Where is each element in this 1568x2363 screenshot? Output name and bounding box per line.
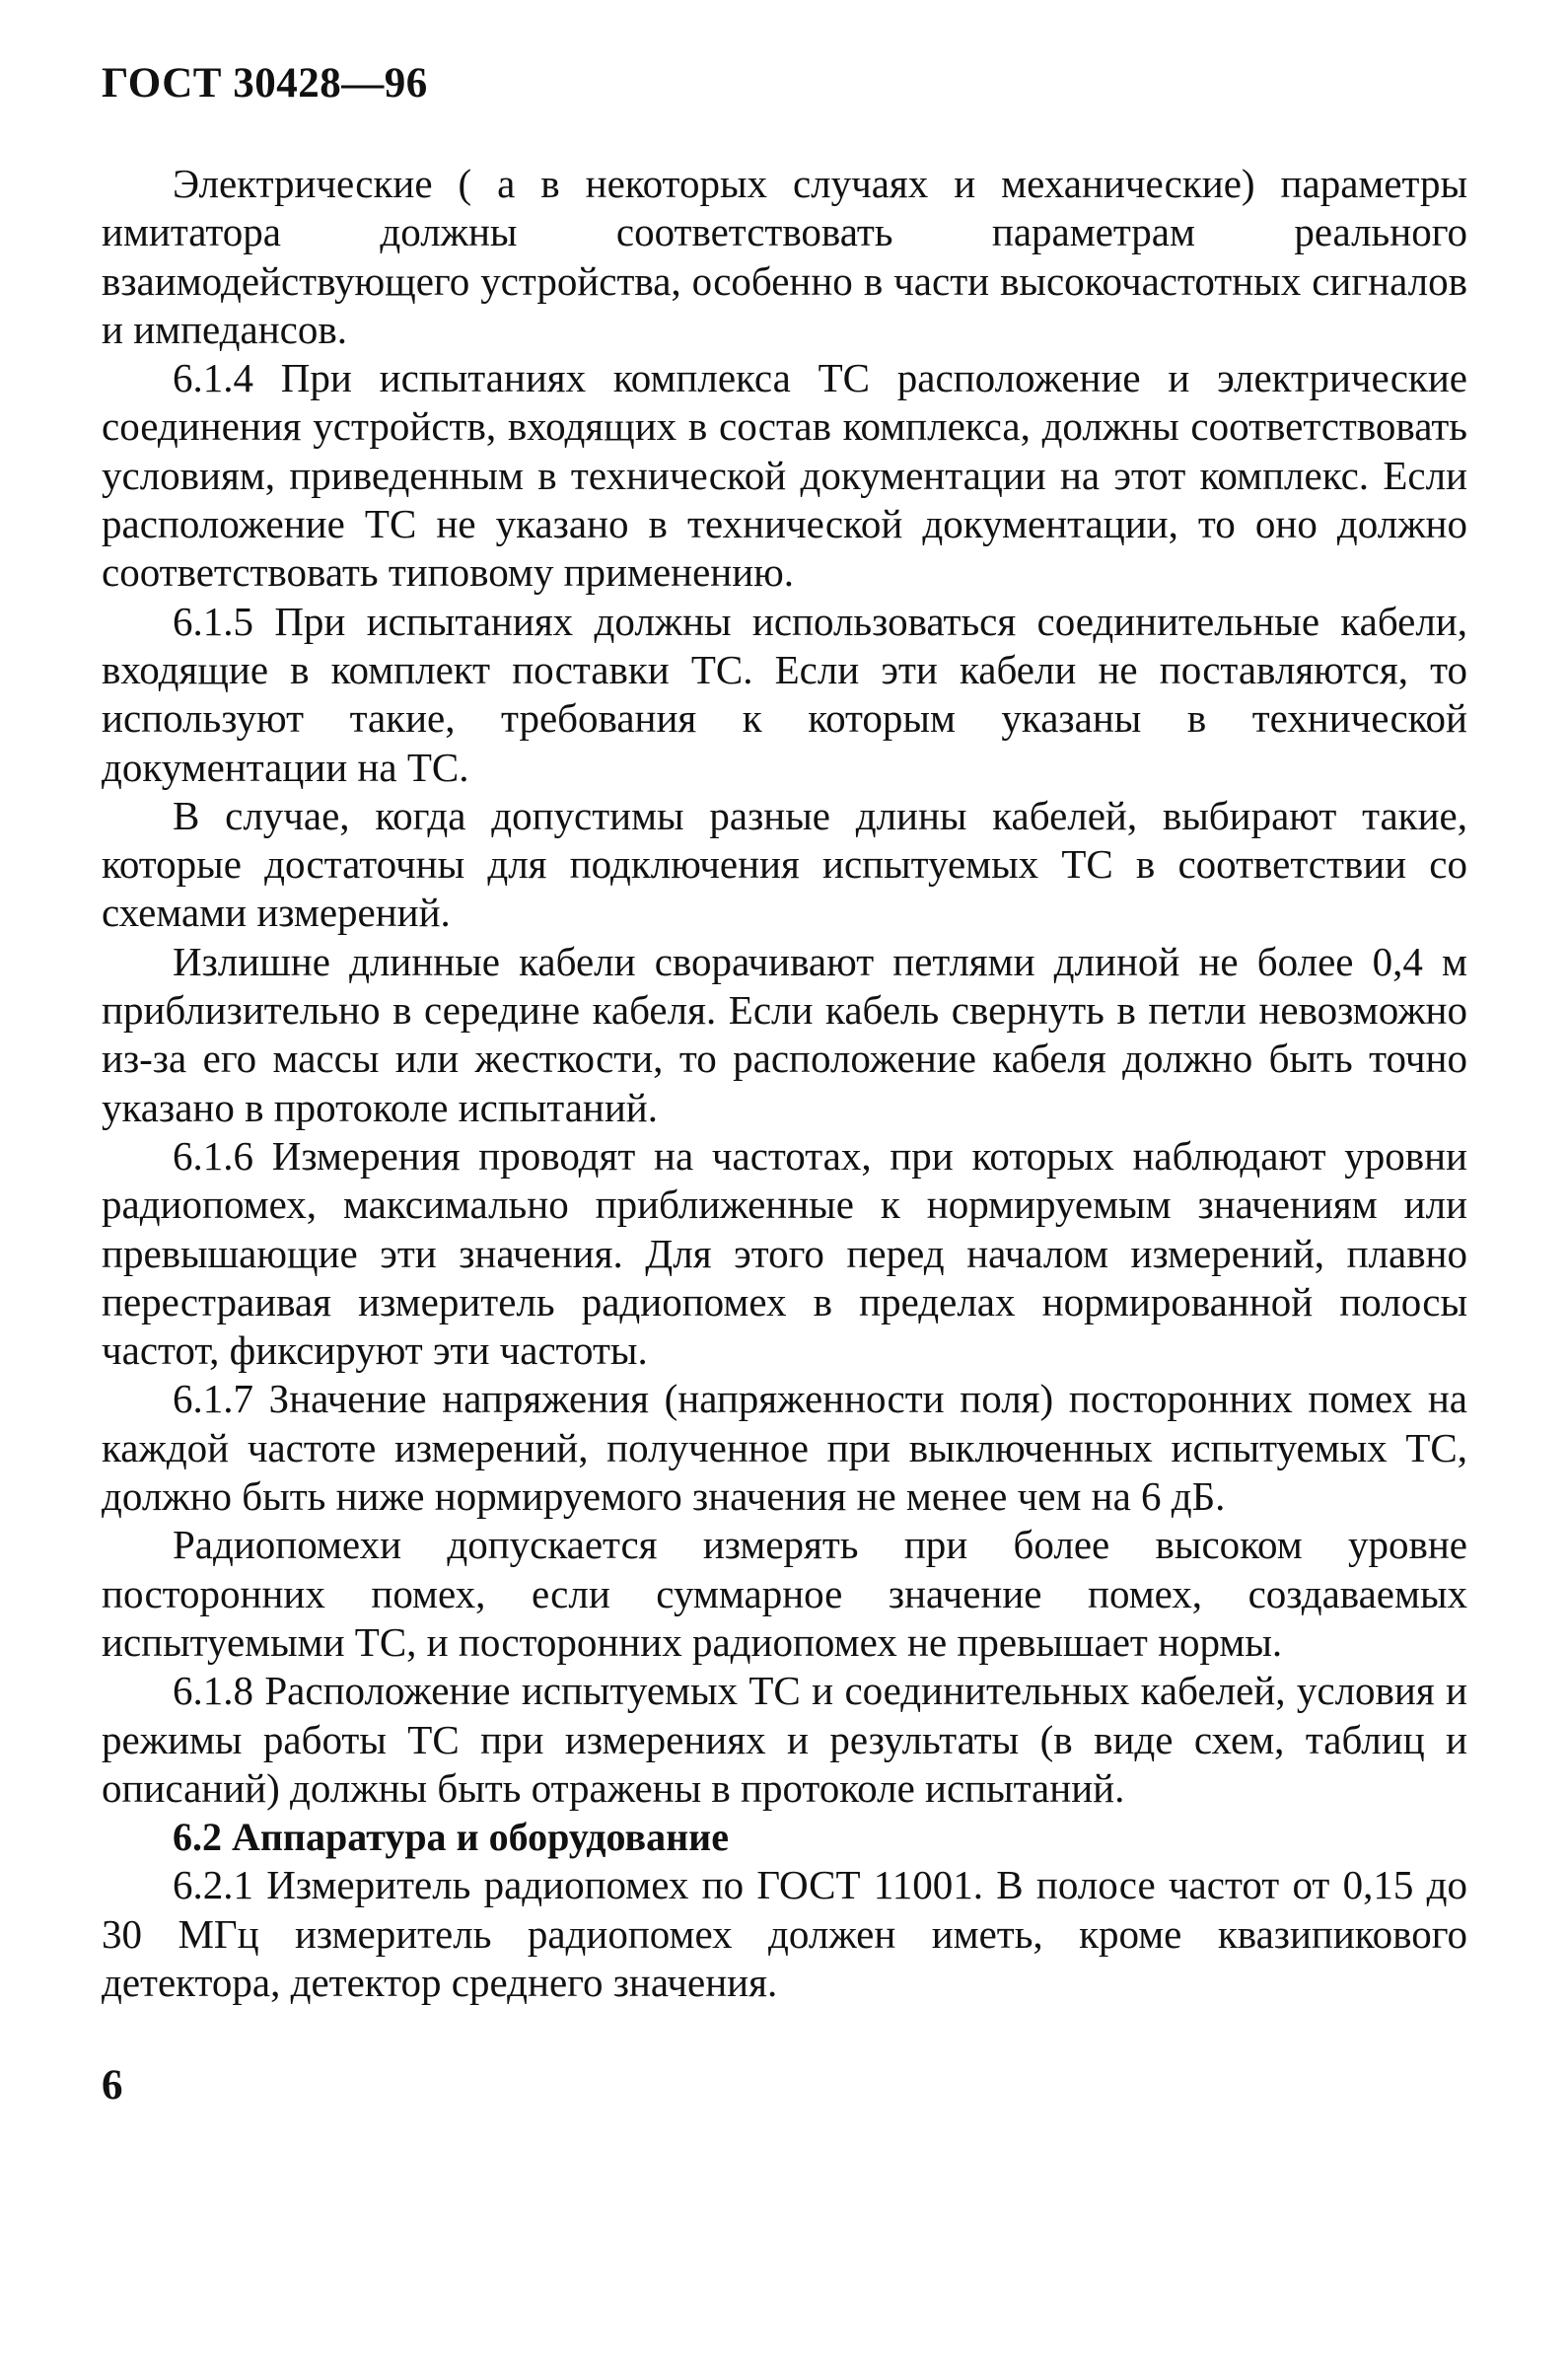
document-header: ГОСТ 30428—96 [102,60,428,107]
paragraph-6-1-5: 6.1.5 При испытаниях должны использоваться соединительные кабели, входящие в комплект поставки ТС. Если эти кабели не поставляются, то используют такие, требования к которым указаны в технической документации на ТС. [102,598,1467,790]
paragraph-intro-imitator: Электрические ( а в некоторых случаях и механические) параметры имитатора должны соответствовать параметрам реального взаимодействующего устройства, особенно в части высокочастотных сигналов и импедансов. [102,161,1467,352]
paragraph-6-1-7: 6.1.7 Значение напряжения (напряженности поля) посторонних помех на каждой частоте измерений, полученное при выключенных испытуемых ТС, должно быть ниже нормируемого значения не менее чем на 6 дБ. [102,1376,1467,1520]
paragraph-background-noise: Радиопомехи допускается измерять при более высоком уровне посторонних помех, если суммарное значение помех, создаваемых испытуемыми ТС, и посторонних радиопомех не превышает нормы. [102,1522,1467,1665]
paragraph-cable-lengths: В случае, когда допустимы разные длины кабелей, выбирают такие, которые достаточны для подключения испытуемых ТС в соответствии со схемами измерений. [102,792,1467,936]
page-number: 6 [102,2062,123,2109]
paragraph-6-2-1: 6.2.1 Измеритель радиопомех по ГОСТ 11001. В полосе частот от 0,15 до 30 МГц измеритель радиопомех должен иметь, кроме квазипикового детектора, детектор среднего значения. [102,1862,1467,2005]
section-heading-6-2: 6.2 Аппаратура и оборудование [173,1815,729,1860]
paragraph-6-1-4: 6.1.4 При испытаниях комплекса ТС расположение и электрические соединения устройств, входящих в состав комплекса, должны соответствовать условиям, приведенным в технической документации на этот комплекс. Если расположение ТС не указано в технической документации, то оно должно соответствовать типовому применению. [102,355,1467,596]
document-body [102,160,1467,2007]
paragraph-excess-cables: Излишне длинные кабели сворачивают петлями длиной не более 0,4 м приблизительно в середине кабеля. Если кабель свернуть в петли невозможно из-за его массы или жесткости, то расположение кабеля должно быть точно указано в протоколе испытаний. [102,938,1467,1130]
paragraph-6-1-6: 6.1.6 Измерения проводят на частотах, при которых наблюдают уровни радиопомех, максимально приближенные к нормируемым значениям или превышающие эти значения. Для этого перед началом измерений, плавно перестраивая измеритель радиопомех в пределах нормированной полосы частот, фиксируют эти частоты. [102,1132,1467,1374]
paragraph-6-1-8: 6.1.8 Расположение испытуемых ТС и соединительных кабелей, условия и режимы работы ТС при измерениях и результаты (в виде схем, таблиц и описаний) должны быть отражены в протоколе испытаний. [102,1668,1467,1811]
